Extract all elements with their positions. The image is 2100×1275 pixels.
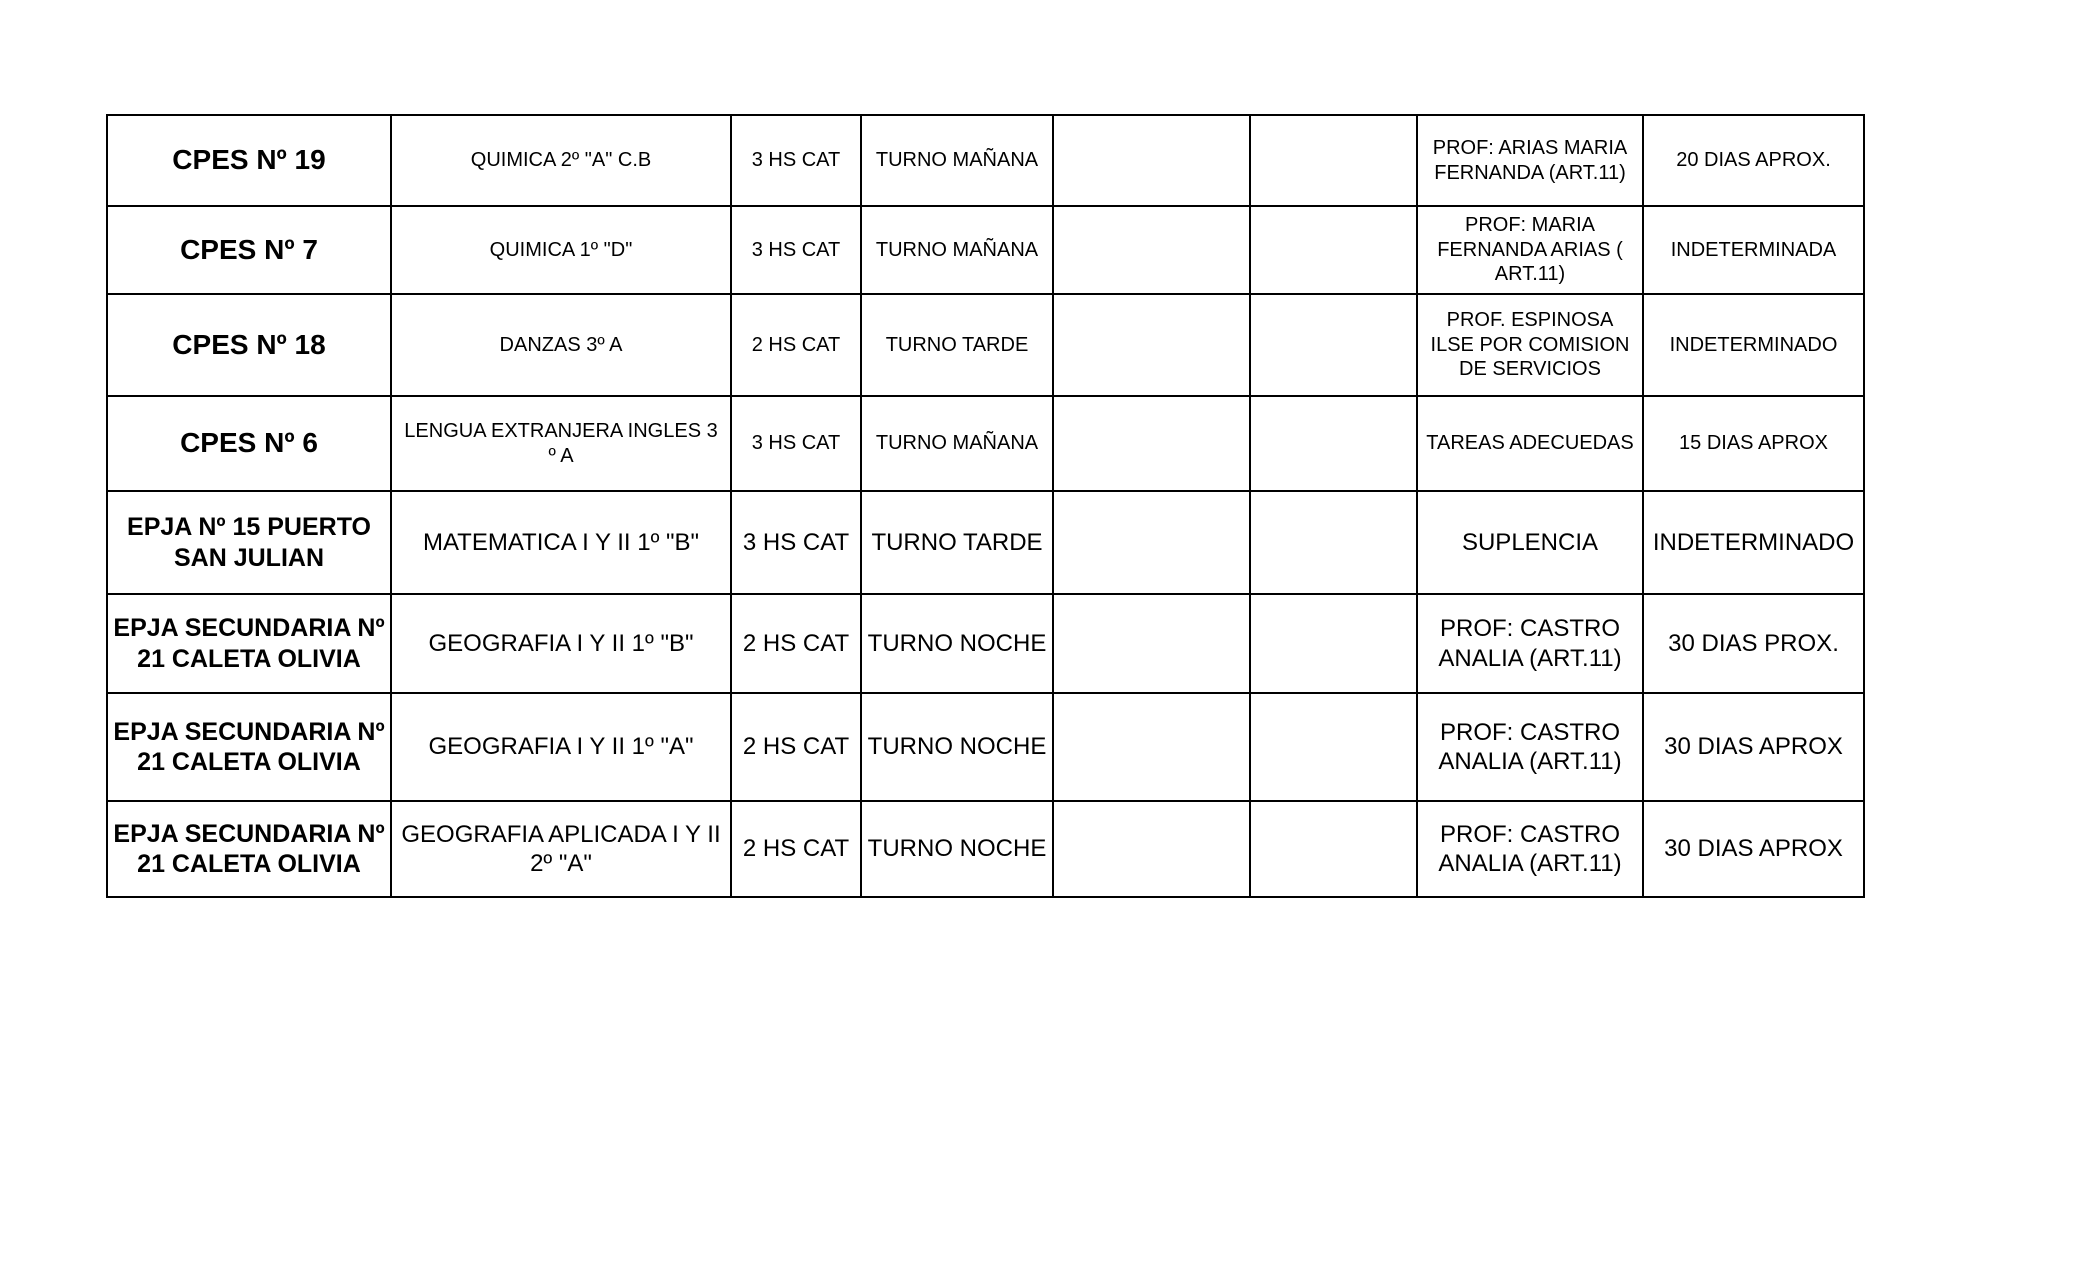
teacher-cell: PROF: ARIAS MARIA FERNANDA (ART.11) — [1417, 115, 1643, 206]
table-row — [107, 206, 1864, 294]
subject-cell: MATEMATICA I Y II 1º "B" — [391, 491, 731, 594]
duration-cell: INDETERMINADO — [1643, 294, 1864, 396]
school-cell: CPES Nº 6 — [107, 396, 391, 491]
shift-cell: TURNO TARDE — [861, 294, 1053, 396]
duration-cell: INDETERMINADA — [1643, 206, 1864, 294]
table-row — [107, 801, 1864, 897]
school-cell: CPES Nº 18 — [107, 294, 391, 396]
subject-cell: DANZAS 3º A — [391, 294, 731, 396]
empty-cell — [1250, 491, 1417, 594]
empty-cell — [1053, 801, 1250, 897]
empty-cell — [1053, 491, 1250, 594]
duration-cell: INDETERMINADO — [1643, 491, 1864, 594]
shift-cell: TURNO MAÑANA — [861, 396, 1053, 491]
teacher-cell: PROF: MARIA FERNANDA ARIAS ( ART.11) — [1417, 206, 1643, 294]
table-row — [107, 594, 1864, 693]
subject-cell: LENGUA EXTRANJERA INGLES 3 º A — [391, 396, 731, 491]
school-cell: EPJA SECUNDARIA Nº 21 CALETA OLIVIA — [107, 801, 391, 897]
duration-cell: 30 DIAS APROX — [1643, 693, 1864, 801]
teacher-cell: TAREAS ADECUEDAS — [1417, 396, 1643, 491]
hours-cell: 2 HS CAT — [731, 693, 861, 801]
teacher-cell: PROF: CASTRO ANALIA (ART.11) — [1417, 693, 1643, 801]
shift-cell: TURNO MAÑANA — [861, 115, 1053, 206]
duration-cell: 30 DIAS PROX. — [1643, 594, 1864, 693]
empty-cell — [1250, 206, 1417, 294]
table-row — [107, 693, 1864, 801]
subject-cell: GEOGRAFIA I Y II 1º "A" — [391, 693, 731, 801]
hours-cell: 3 HS CAT — [731, 491, 861, 594]
subject-cell: QUIMICA 2º "A" C.B — [391, 115, 731, 206]
teacher-cell: PROF: CASTRO ANALIA (ART.11) — [1417, 594, 1643, 693]
hours-cell: 2 HS CAT — [731, 801, 861, 897]
table-row — [107, 115, 1864, 206]
table-row — [107, 396, 1864, 491]
empty-cell — [1053, 206, 1250, 294]
teacher-cell: PROF: CASTRO ANALIA (ART.11) — [1417, 801, 1643, 897]
empty-cell — [1250, 801, 1417, 897]
vacancies-table — [106, 114, 1865, 898]
empty-cell — [1250, 396, 1417, 491]
subject-cell: GEOGRAFIA APLICADA I Y II 2º "A" — [391, 801, 731, 897]
shift-cell: TURNO NOCHE — [861, 693, 1053, 801]
hours-cell: 2 HS CAT — [731, 594, 861, 693]
hours-cell: 3 HS CAT — [731, 396, 861, 491]
school-cell: EPJA Nº 15 PUERTO SAN JULIAN — [107, 491, 391, 594]
subject-cell: GEOGRAFIA I Y II 1º "B" — [391, 594, 731, 693]
empty-cell — [1250, 693, 1417, 801]
hours-cell: 3 HS CAT — [731, 115, 861, 206]
school-cell: EPJA SECUNDARIA Nº 21 CALETA OLIVIA — [107, 594, 391, 693]
shift-cell: TURNO MAÑANA — [861, 206, 1053, 294]
subject-cell: QUIMICA 1º "D" — [391, 206, 731, 294]
empty-cell — [1250, 294, 1417, 396]
school-cell: CPES Nº 7 — [107, 206, 391, 294]
shift-cell: TURNO NOCHE — [861, 801, 1053, 897]
hours-cell: 2 HS CAT — [731, 294, 861, 396]
empty-cell — [1053, 693, 1250, 801]
table-row — [107, 294, 1864, 396]
empty-cell — [1250, 594, 1417, 693]
table-row — [107, 491, 1864, 594]
empty-cell — [1053, 396, 1250, 491]
teacher-cell: PROF. ESPINOSA ILSE POR COMISION DE SERVICIOS — [1417, 294, 1643, 396]
empty-cell — [1053, 294, 1250, 396]
empty-cell — [1053, 594, 1250, 693]
school-cell: CPES Nº 19 — [107, 115, 391, 206]
empty-cell — [1250, 115, 1417, 206]
shift-cell: TURNO TARDE — [861, 491, 1053, 594]
school-cell: EPJA SECUNDARIA Nº 21 CALETA OLIVIA — [107, 693, 391, 801]
hours-cell: 3 HS CAT — [731, 206, 861, 294]
shift-cell: TURNO NOCHE — [861, 594, 1053, 693]
duration-cell: 15 DIAS APROX — [1643, 396, 1864, 491]
empty-cell — [1053, 115, 1250, 206]
duration-cell: 30 DIAS APROX — [1643, 801, 1864, 897]
duration-cell: 20 DIAS APROX. — [1643, 115, 1864, 206]
teacher-cell: SUPLENCIA — [1417, 491, 1643, 594]
